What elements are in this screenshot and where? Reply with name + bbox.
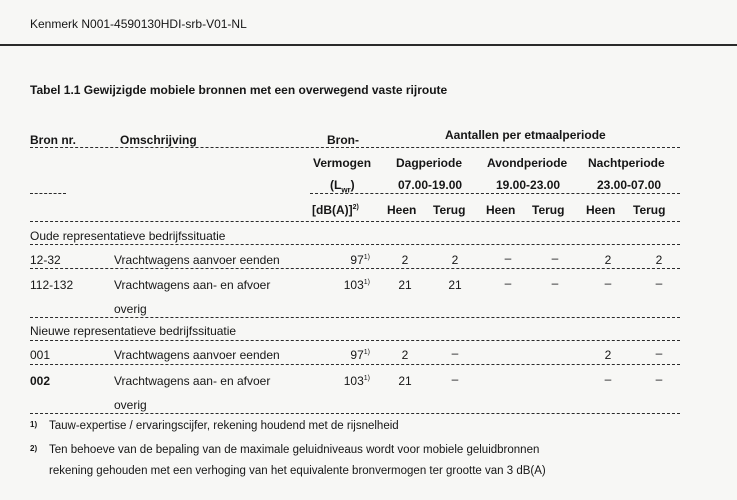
section-title-oude: Oude representatieve bedrijfssituatie [30, 229, 226, 243]
header-bron-nr: Bron nr. [30, 133, 77, 147]
row-desc: Vrachtwagens aanvoer eenden [114, 348, 280, 362]
section-rule [30, 244, 680, 245]
footnote-2-text-cont: rekening gehouden met een verhoging van het equivalente bronvermogen ter grootte van 3 dB(A) [49, 465, 546, 477]
section-title-nieuwe: Nieuwe representatieve bedrijfssituatie [30, 324, 237, 338]
row-avond-heen: – [504, 276, 512, 290]
section-rule [30, 340, 680, 341]
table-title: Tabel 1.1 Gewijzigde mobiele bronnen met een overwegend vaste rijroute [30, 83, 448, 97]
header-rule-1 [30, 147, 680, 148]
footnote-2-mark: 2) [30, 444, 38, 453]
header-avondperiode: Avondperiode [487, 156, 568, 170]
row-dag-heen: 21 [398, 278, 412, 292]
row-desc-cont: overig [114, 302, 147, 316]
row-nr: 112-132 [30, 278, 74, 292]
row-nacht-heen: 2 [604, 348, 612, 362]
row-nacht-heen: – [604, 372, 612, 386]
row-dag-heen: 2 [401, 253, 409, 267]
row-nacht-terug: – [655, 346, 663, 360]
header-aantallen: Aantallen per etmaalperiode [445, 128, 606, 142]
row-dag-terug: – [451, 372, 459, 386]
header-short-rule [30, 193, 66, 194]
header-dag-terug: Terug [433, 203, 466, 217]
row-lw: 97$^{1)}$ [350, 253, 370, 267]
row-avond-heen: – [504, 251, 512, 265]
row-lw: 97$^{1)}$ [350, 348, 370, 362]
footnote-1-mark: 1) [30, 420, 38, 429]
header-nacht-time: 23.00-07.00 [597, 178, 662, 192]
row-desc: Vrachtwagens aan- en afvoer [114, 374, 271, 388]
row-rule [30, 317, 680, 318]
row-dag-terug: 2 [451, 253, 459, 267]
row-dag-heen: 2 [401, 348, 409, 362]
row-desc-cont: overig [114, 398, 147, 412]
row-desc: Vrachtwagens aan- en afvoer [114, 278, 271, 292]
row-rule [30, 268, 680, 269]
header-dag-time: 07.00-19.00 [398, 178, 463, 192]
header-rule-3 [30, 221, 680, 222]
header-nacht-terug: Terug [633, 203, 666, 217]
header-rule-2 [310, 193, 680, 194]
row-nacht-terug: – [655, 276, 663, 290]
header-unit: $[dB(A)]^{2)}$ [312, 203, 359, 217]
header-lw: $(L_{wr})$ [330, 178, 355, 195]
header-avond-heen: Heen [486, 203, 516, 217]
row-nacht-heen: – [604, 276, 612, 290]
document-reference: Kenmerk N001-4590130HDI-srb-V01-NL [30, 17, 247, 31]
header-rule [0, 44, 737, 46]
header-bron: Bron- [327, 133, 359, 147]
row-lw: 103$^{1)}$ [343, 374, 370, 388]
row-lw: 103$^{1)}$ [343, 278, 370, 292]
table-bottom-rule [30, 413, 680, 414]
header-dag-heen: Heen [387, 203, 417, 217]
header-avond-terug: Terug [532, 203, 565, 217]
footnote-1-text: Tauw-expertise / ervaringscijfer, rekening houdend met de rijsnelheid [49, 420, 399, 432]
row-nr: 12-32 [30, 253, 61, 267]
row-nacht-terug: – [655, 372, 663, 386]
header-vermogen: Vermogen [313, 156, 372, 170]
footnote-2-text: Ten behoeve van de bepaling van de maximale geluidniveaus wordt voor mobiele geluidbronnen [49, 444, 540, 456]
row-dag-terug: 21 [448, 278, 462, 292]
row-desc: Vrachtwagens aanvoer eenden [114, 253, 280, 267]
row-dag-heen: 21 [398, 374, 412, 388]
header-avond-time: 19.00-23.00 [496, 178, 561, 192]
row-avond-terug: – [551, 251, 559, 265]
row-rule [30, 364, 680, 365]
row-nr: 001 [30, 348, 51, 362]
header-nachtperiode: Nachtperiode [588, 156, 665, 170]
row-dag-terug: – [451, 346, 459, 360]
header-omschrijving: Omschrijving [120, 133, 197, 147]
header-nacht-heen: Heen [586, 203, 616, 217]
row-nacht-terug: 2 [655, 253, 663, 267]
row-avond-terug: – [551, 276, 559, 290]
header-dagperiode: Dagperiode [396, 156, 463, 170]
row-nacht-heen: 2 [604, 253, 612, 267]
row-nr: 002 [30, 374, 51, 388]
